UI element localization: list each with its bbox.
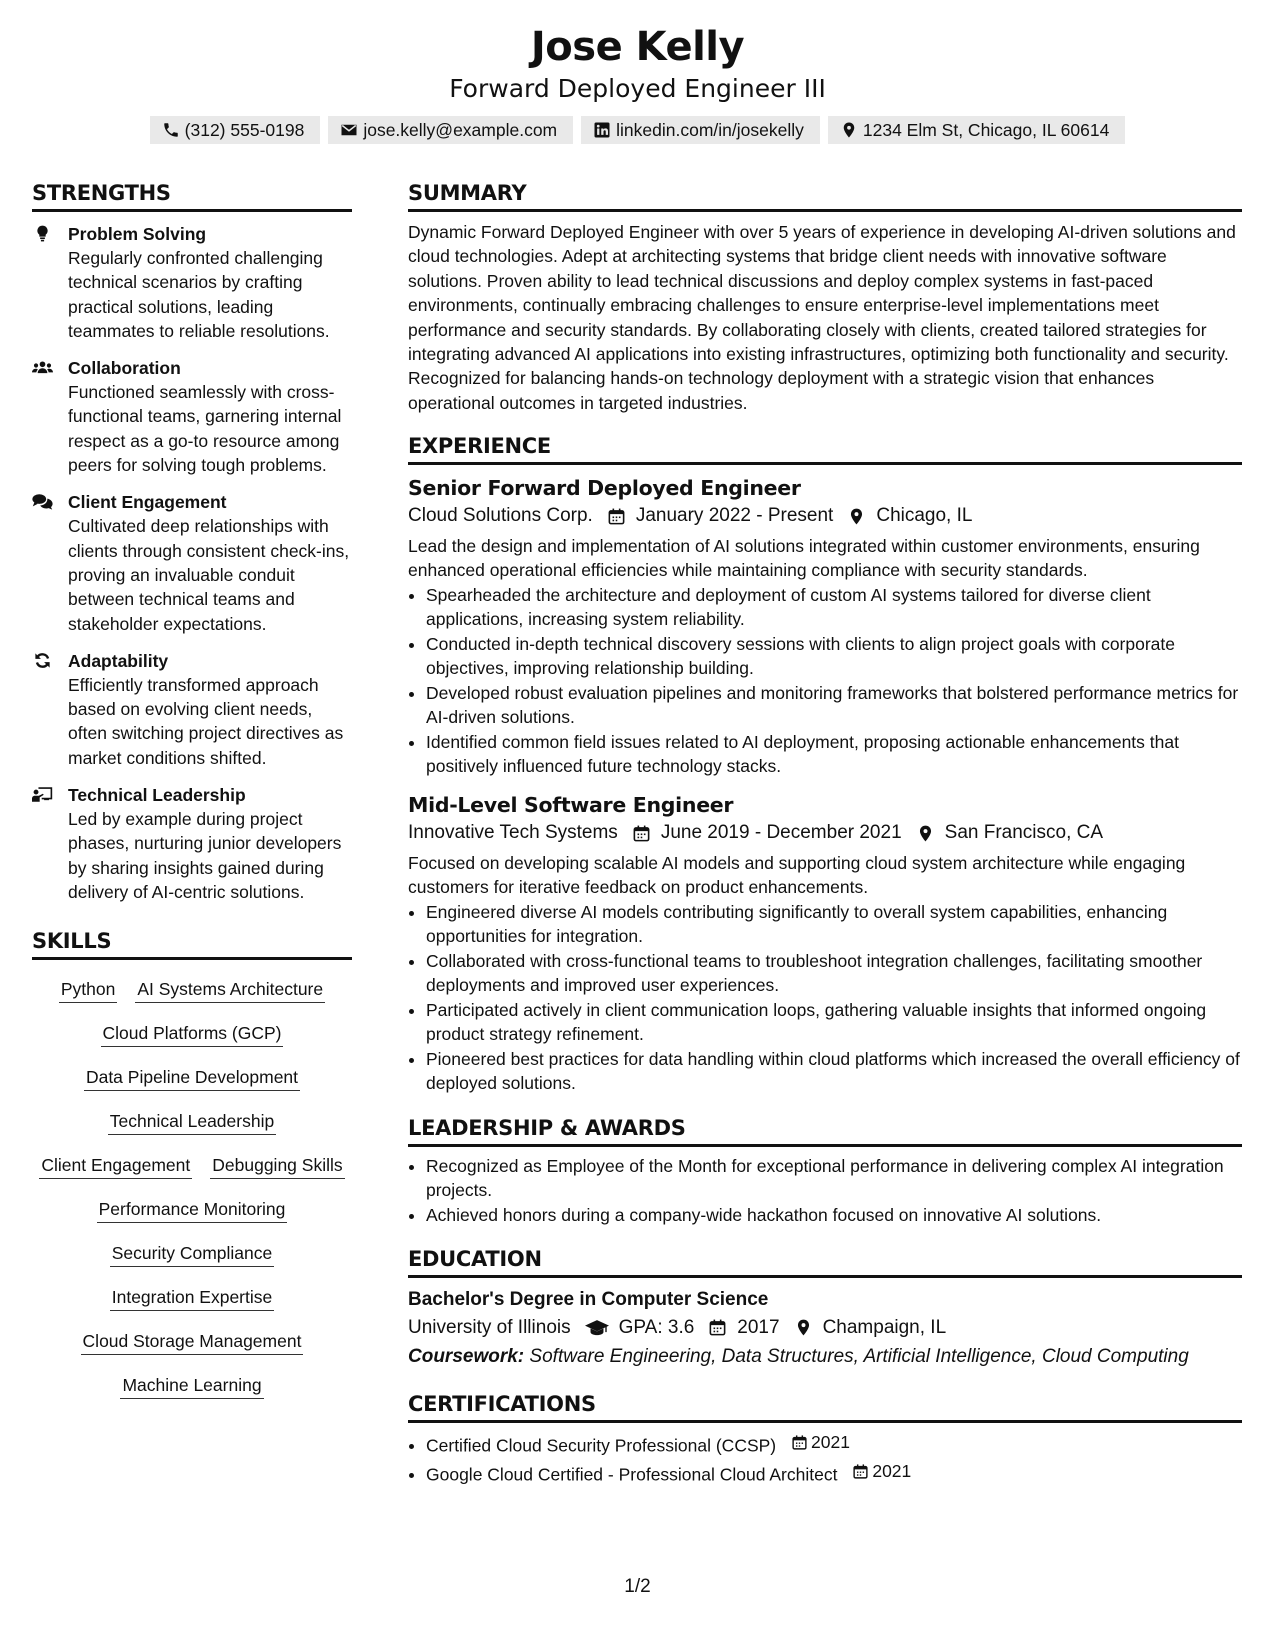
strengths-heading: STRENGTHS <box>32 180 352 212</box>
left-column <box>32 180 352 1399</box>
summary-text: Dynamic Forward Deployed Engineer with over 5 years of experience in developing AI-driven solutions and cloud technologies. Adept at architecting systems that bridge client needs with innovative software solutions. Proven ability to lead technical discussions and deploy complex systems in fast-paced environments, continually embracing challenges to ensure enterprise-level implementations meet performance and security standards. By collaborating closely with clients, created tailored strategies for integrating advanced AI applications into existing infrastructures, optimizing both functionality and security. Recognized for balancing hands-on technology deployment with a strategic vision that enhances operational outcomes in targeted industries. <box>408 222 1236 413</box>
calendar-icon <box>632 824 651 843</box>
skill-tag: Technical Leadership <box>108 1110 276 1135</box>
strength-desc: Efficiently transformed approach based on evolving client needs, often switching project directives as market conditions shifted. <box>68 674 344 768</box>
certification-name: Certified Cloud Security Professional (CCSP) <box>426 1435 777 1455</box>
map-marker-icon <box>840 121 858 139</box>
strength-item <box>32 222 352 343</box>
calendar-icon <box>791 1434 808 1451</box>
job-title: Mid-Level Software Engineer <box>408 793 734 818</box>
job-company: Innovative Tech Systems <box>408 822 618 844</box>
education-entry <box>408 1287 1242 1371</box>
job-entry <box>408 792 1242 1095</box>
certification-year: 2021 <box>872 1460 912 1481</box>
education-meta <box>408 1313 1242 1343</box>
map-marker-icon <box>916 824 935 843</box>
strength-item <box>32 649 352 770</box>
certification-name: Google Cloud Certified - Professional Cloud Architect <box>426 1463 838 1484</box>
job-company: Cloud Solutions Corp. <box>408 505 593 527</box>
award-item: • Achieved honors during a company-wide hackathon focused on innovative AI solutions. <box>426 1204 1242 1228</box>
strength-item <box>32 783 352 904</box>
awards-list <box>408 1155 1242 1228</box>
job-location: San Francisco, CA <box>944 822 1104 844</box>
gpa-text: GPA: 3.6 <box>618 1316 695 1338</box>
skill-tag: Debugging Skills <box>210 1154 344 1179</box>
experience-heading: EXPERIENCE <box>408 433 1242 465</box>
address-contact <box>828 116 1125 144</box>
summary-heading: SUMMARY <box>408 180 1242 212</box>
skill-tag: Cloud Platforms (GCP) <box>101 1022 284 1047</box>
skill-tag: Security Compliance <box>110 1242 274 1267</box>
skill-tag: Data Pipeline Development <box>84 1066 300 1091</box>
right-column <box>408 180 1242 1488</box>
comments-icon <box>32 492 53 511</box>
job-meta <box>408 501 1242 531</box>
job-bullets <box>408 901 1242 1095</box>
phone-icon <box>162 121 180 139</box>
strength-item <box>32 490 352 635</box>
education-heading: EDUCATION <box>408 1246 1242 1278</box>
coursework-label: Coursework: <box>408 1345 525 1367</box>
envelope-icon <box>340 121 358 139</box>
certification-item <box>426 1431 1242 1458</box>
lightbulb-icon <box>32 224 53 243</box>
certification-year: 2021 <box>811 1431 850 1452</box>
chalkboard-teacher-icon <box>32 785 53 804</box>
map-marker-icon <box>794 1318 813 1337</box>
strength-title: Problem Solving <box>68 224 207 244</box>
job-bullet: • Spearheaded the architecture and deployment of custom AI systems tailored for diverse client applications, increasing system reliability. <box>426 584 1242 631</box>
linkedin-contact[interactable] <box>581 116 820 144</box>
award-item: • Recognized as Employee of the Month for exceptional performance in delivering complex AI integration projects. <box>426 1155 1242 1202</box>
strength-desc: Led by example during project phases, nurturing junior developers by sharing insights gained during delivery of AI-centric solutions. <box>68 809 342 902</box>
certification-item <box>426 1460 1242 1487</box>
job-dates: June 2019 - December 2021 <box>660 822 902 844</box>
job-bullet: • Identified common field issues related to AI deployment, proposing actionable enhancements that positively influenced future technology stacks. <box>426 731 1242 778</box>
certifications-list <box>408 1431 1242 1487</box>
strength-desc: Regularly confronted challenging technical scenarios by crafting practical solutions, leading teammates to reliable resolutions. <box>68 248 330 341</box>
job-entry <box>408 475 1242 778</box>
strength-desc: Cultivated deep relationships with clients through consistent check-ins, proving an invaluable conduit between technical teams and stakeholder expectations. <box>68 516 350 634</box>
email-contact[interactable] <box>328 116 573 144</box>
job-title: Senior Forward Deployed Engineer <box>408 476 801 501</box>
awards-heading: LEADERSHIP & AWARDS <box>408 1115 1242 1147</box>
degree-title: Bachelor's Degree in Computer Science <box>408 1288 769 1310</box>
job-bullet: • Developed robust evaluation pipelines and monitoring frameworks that bolstered performance metrics for AI-driven solutions. <box>426 682 1242 729</box>
linkedin-text: linkedin.com/in/josekelly <box>616 120 804 140</box>
job-location: Chicago, IL <box>876 505 973 527</box>
skill-tag: Python <box>59 978 117 1003</box>
graduation-cap-icon <box>585 1318 609 1337</box>
job-bullet: • Engineered diverse AI models contributing significantly to overall system capabilities, enhancing opportunities for integration. <box>426 901 1242 948</box>
address-text: 1234 Elm St, Chicago, IL 60614 <box>862 120 1110 140</box>
map-marker-icon <box>847 507 866 526</box>
job-desc: Focused on developing scalable AI models and supporting cloud system architecture while engaging customers for iterative feedback on product enhancements. <box>408 853 1186 897</box>
coursework-list: Software Engineering, Data Structures, Artificial Intelligence, Cloud Computing <box>529 1345 1189 1367</box>
strength-title: Adaptability <box>68 650 169 671</box>
job-dates: January 2022 - Present <box>635 505 834 527</box>
skills-heading: SKILLS <box>32 928 352 960</box>
candidate-role: Forward Deployed Engineer III <box>449 74 826 103</box>
calendar-icon <box>607 507 626 526</box>
calendar-icon <box>852 1463 869 1480</box>
candidate-name: Jose Kelly <box>530 24 745 70</box>
strength-desc: Functioned seamlessly with cross-functional teams, garnering internal respect as a go-to resource among peers for solving tough problems. <box>68 382 342 476</box>
school-name: University of Illinois <box>408 1316 571 1338</box>
strength-title: Technical Leadership <box>68 785 246 806</box>
strength-title: Client Engagement <box>68 492 227 513</box>
page-number: 1/2 <box>624 1576 651 1597</box>
phone-contact[interactable] <box>150 116 321 144</box>
phone-text: (312) 555-0198 <box>184 120 305 140</box>
skill-tag: Integration Expertise <box>110 1286 275 1311</box>
strength-item <box>32 356 352 477</box>
job-desc: Lead the design and implementation of AI solutions integrated within customer environments, ensuring enhanced operational efficiencies while maintaining compliance with security standards. <box>408 536 1200 580</box>
coursework-line <box>408 1343 1242 1371</box>
skills-list <box>32 970 352 1399</box>
graduation-year: 2017 <box>737 1316 780 1338</box>
skill-tag: Performance Monitoring <box>97 1198 288 1223</box>
job-bullet: • Conducted in-depth technical discovery sessions with clients to align project goals with corporate objectives, improving relationship building. <box>426 633 1242 680</box>
skill-tag: Client Engagement <box>39 1154 192 1179</box>
calendar-icon <box>708 1318 727 1337</box>
job-bullet: • Pioneered best practices for data handling within cloud platforms which increased the overall efficiency of deployed solutions. <box>426 1048 1242 1095</box>
job-meta <box>408 818 1242 848</box>
job-bullets <box>408 584 1242 778</box>
sync-icon <box>32 651 53 670</box>
certifications-heading: CERTIFICATIONS <box>408 1391 1242 1423</box>
linkedin-icon <box>593 121 611 139</box>
skill-tag: Cloud Storage Management <box>81 1330 304 1355</box>
job-bullet: • Collaborated with cross-functional teams to troubleshoot integration challenges, facilitating smoother deployments and improved user experiences. <box>426 950 1242 997</box>
resume-header <box>0 0 1275 144</box>
strength-title: Collaboration <box>68 358 181 379</box>
skill-tag: Machine Learning <box>120 1374 263 1399</box>
contact-bar <box>0 116 1275 144</box>
skill-tag: AI Systems Architecture <box>135 978 325 1003</box>
job-bullet: • Participated actively in client communication loops, gathering valuable insights that informed ongoing product strategy refinement. <box>426 999 1242 1046</box>
users-icon <box>32 358 53 377</box>
email-text: jose.kelly@example.com <box>363 120 558 140</box>
school-location: Champaign, IL <box>822 1316 947 1338</box>
